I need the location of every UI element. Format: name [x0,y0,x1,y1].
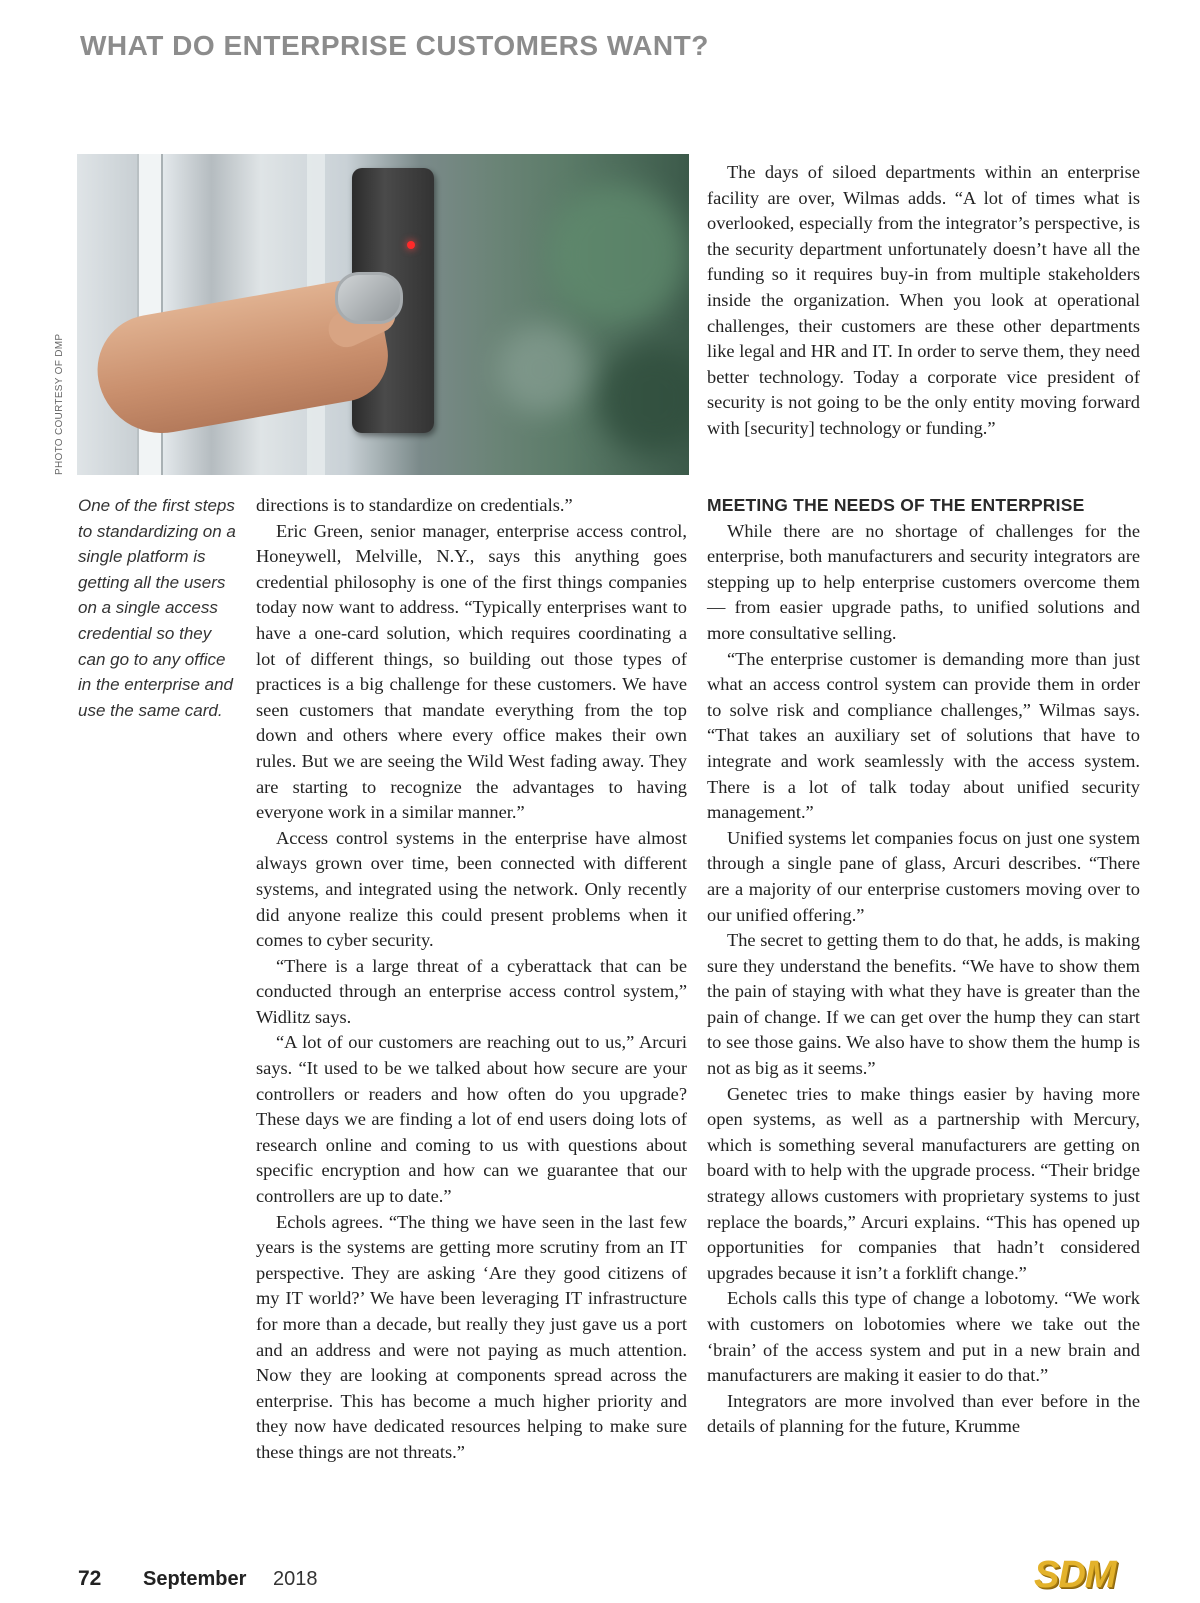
article-column-2 [256,493,687,1466]
photo-credit: PHOTO COURTESY OF DMP [54,333,65,475]
paragraph: “A lot of our customers are reaching out to us,” Arcuri says. “It used to be we talked about how secure are your controllers or readers and how often do you upgrade? These days we are finding a lot of end users doing lots of research online and coming to us with questions about specific encryption and how can we guarantee that our controllers are up to date.” [256,1032,687,1207]
section-subhead: MEETING THE NEEDS OF THE ENTERPRISE [707,495,1085,515]
paragraph: Access control systems in the enterprise have almost always grown over time, been connected with different systems, and integrated using the network. Only recently did anyone realize this could present problems when it comes to cyber security. [256,827,687,951]
paragraph: Echols agrees. “The thing we have seen in the last few years is the systems are getting more scrutiny from an IT perspective. They are asking ‘Are they good citizens of my IT world?’ We have been leveraging IT infrastructure for more than a decade, but really they just gave us a port and an address and were not paying as much attention. Now they are looking at components spread across the enterprise. This has become a much higher priority and they now have dedicated resources helping to make sure these things are not threats.” [256,1211,687,1462]
paragraph: The days of siloed departments within an enterprise facility are over, Wilmas adds. “A lot of times what is overlooked, especially from the integrator’s perspective, is the security department unfortunately doesn’t have all the funding so it requires buy-in from multiple stakeholders inside the organization. When you look at operational challenges, their customers are these other departments like legal and HR and IT. In order to serve them, they need better technology. Today a corporate vice president of security is not going to be the only entity moving forward with [security] technology or funding.” [707,162,1140,438]
paragraph: The secret to getting them to do that, he adds, is making sure they understand the benefits. “We have to show them the pain of staying with what they have is greater than the pain of change. If we can get over the hump they can start to see those gains. We also have to show them the hump is not as big as it seems.” [707,930,1140,1079]
key-fob [335,272,403,324]
paragraph: “There is a large threat of a cyberattack that can be conducted through an enterprise access control system,” Widlitz says. [256,955,687,1027]
issue-month: September [143,1568,247,1590]
paragraph: Unified systems let companies focus on just one system through a single pane of glass, Arcuri describes. “There are a majority of our enterprise customers moving over to our unified offering.” [707,827,1140,925]
article-photo [77,154,689,475]
page-number: 72 [78,1567,102,1590]
article-column-3-top [707,160,1140,442]
paragraph: Echols calls this type of change a lobotomy. “We work with customers on lobotomies where we take out the ‘brain’ of the access system and put in a new brain and manufacturers are making it easier to do that.” [707,1288,1140,1386]
reader-led [407,241,415,249]
paragraph: Eric Green, senior manager, enterprise access control, Honeywell, Melville, N.Y., says this anything goes credential philosophy is one of the first things companies today now want to address. “Typically enterprises want to have a one-card solution, which requires coordinating a lot of different things, so building out those types of practices is a big challenge for these customers. We have seen customers that mandate everything from the top down and others where every office makes their own rules. But we are seeing the Wild West fading away. They are starting to recognize the advantages to having everyone work in a similar manner.” [256,520,687,823]
paragraph: Genetec tries to make things easier by having more open systems, as well as a partnership with Mercury, which is something several manufacturers are getting on board with to help with the upgrade process. “Their bridge strategy allows customers with proprietary systems to just replace the boards,” Arcuri explains. “This has opened up opportunities for companies that hadn’t considered upgrades because it isn’t a forklift change.” [707,1083,1140,1283]
page-header: WHAT DO ENTERPRISE CUSTOMERS WANT? [80,30,709,61]
photo-caption: One of the first steps to standardizing on a single platform is getting all the users on a single access credential so they can go to any office in the enterprise and use the same card. [78,496,236,720]
sdm-logo: SDM [1034,1554,1116,1596]
issue-year: 2018 [273,1568,318,1590]
paragraph: Integrators are more involved than ever before in the details of planning for the future, Krumme [707,1390,1140,1437]
article-column-3-bottom [707,493,1140,1440]
paragraph: “The enterprise customer is demanding more than just what an access control system can provide them in order to solve risk and compliance challenges,” Wilmas says. “That takes an auxiliary set of solutions that have to integrate and work seamlessly with the access system. There is a lot of talk today about unified security management.” [707,648,1140,823]
paragraph: While there are no shortage of challenges for the enterprise, both manufacturers and security integrators are stepping up to help enterprise customers overcome them — from easier upgrade paths, to unified solutions and more consultative selling. [707,520,1140,643]
paragraph: directions is to standardize on credentials.” [256,495,573,515]
